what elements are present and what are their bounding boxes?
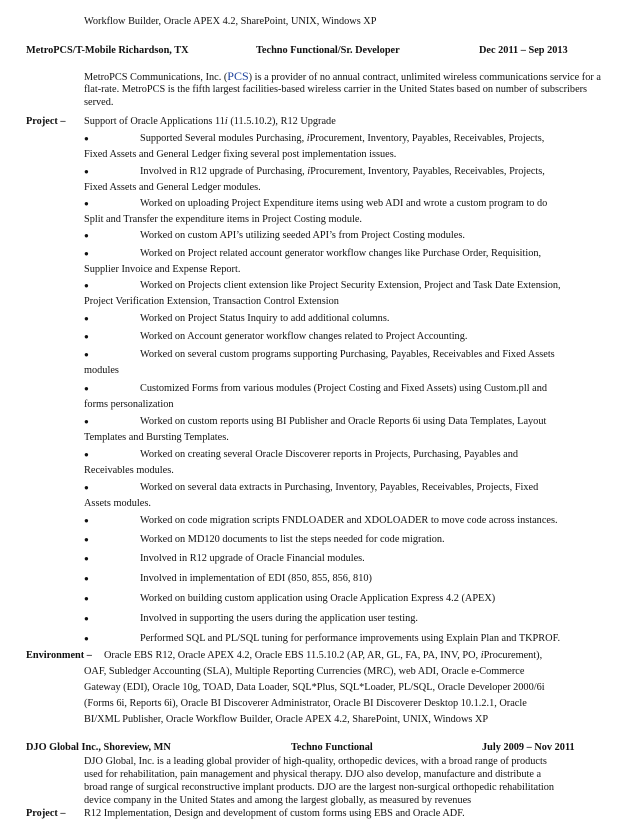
bullet-icon: ● xyxy=(84,134,89,143)
bullet-icon: ● xyxy=(84,516,89,525)
bullet-icon: ● xyxy=(84,594,89,603)
bullet-icon: ● xyxy=(84,554,89,563)
job2-role: Techno Functional xyxy=(291,742,373,753)
environment-line: BI/XML Publisher, Oracle Workflow Builder, Oracle APEX 4.2, SharePoint, UNIX, Windows XP xyxy=(84,714,489,725)
job2-description: DJO Global, Inc. is a leading global provider of high-quality, orthopedic devices, with a broad range of products xyxy=(84,756,547,767)
bullet-icon: ● xyxy=(84,199,89,208)
bullet-text: Involved in R12 upgrade of Oracle Financial modules. xyxy=(140,553,365,564)
bullet-text: Worked on several custom programs supporting Purchasing, Payables, Receivables and Fixed Assets xyxy=(140,349,555,360)
job2-project-title: R12 Implementation, Design and development of custom forms using EBS and Oracle ADF. xyxy=(84,808,465,819)
bullet-icon: ● xyxy=(84,535,89,544)
job2-description: used for rehabilitation, pain management and physical therapy. DJO also develop, manufacture and distribute a xyxy=(84,769,542,780)
job1-project-label: Project – xyxy=(26,116,66,127)
bullet-icon: ● xyxy=(84,281,89,290)
bullet-text: Worked on Projects client extension like Project Security Extension, Project and Task Date Extension, xyxy=(140,280,561,291)
bullet-icon: ● xyxy=(84,231,89,240)
environment-label: Environment – xyxy=(26,650,92,661)
bullet-icon: ● xyxy=(84,384,89,393)
bullet-text: Worked on building custom application using Oracle Application Express 4.2 (APEX) xyxy=(140,593,496,604)
bullet-text: Involved in implementation of EDI (850, 855, 856, 810) xyxy=(140,573,372,584)
bullet-text: Worked on custom API’s utilizing seeded API’s from Project Costing modules. xyxy=(140,230,465,241)
bullet-text: Involved in supporting the users during the application user testing. xyxy=(140,613,418,624)
job1-role: Techno Functional/Sr. Developer xyxy=(256,45,400,56)
job2-description: broad range of surgical reconstructive implant products. DJO are the largest non-surgical orthopedic rehabilitation xyxy=(84,782,555,793)
bullet-text-cont: Templates and Bursting Templates. xyxy=(84,432,229,443)
bullet-icon: ● xyxy=(84,314,89,323)
bullet-text: Worked on creating several Oracle Discoverer reports in Projects, Purchasing, Payables and xyxy=(140,449,519,460)
bullet-icon: ● xyxy=(84,450,89,459)
bullet-text-cont: Fixed Assets and General Ledger modules. xyxy=(84,182,261,193)
bullet-icon: ● xyxy=(84,574,89,583)
environment-line: (Forms 6i, Reports 6i), Oracle BI Discoverer Administrator, Oracle BI Discoverer Desktop 10.1.2.1, Oracle xyxy=(84,698,527,709)
bullet-text: Performed SQL and PL/SQL tuning for performance improvements using Explain Plan and TKPROF. xyxy=(140,633,561,644)
job1-description: MetroPCS Communications, Inc. (PCS) is a provider of no annual contract, unlimited wireless communications service for a flat-rate. MetroPCS is the fifth largest facilities-based wireless carrier in the United States based on number of subscribers served. xyxy=(84,69,601,108)
bullet-icon: ● xyxy=(84,614,89,623)
job1-dates: Dec 2011 – Sep 2013 xyxy=(479,45,568,56)
job2-dates: July 2009 – Nov 2011 xyxy=(482,742,575,753)
bullet-text: Worked on Project related account generator workflow changes like Purchase Order, Requisition, xyxy=(140,248,542,259)
pcs-link[interactable]: PCS xyxy=(227,69,249,83)
job2-project-label: Project – xyxy=(26,808,66,819)
bullet-icon: ● xyxy=(84,483,89,492)
job2-company: DJO Global Inc., Shoreview, MN xyxy=(26,742,171,753)
bullet-text: Worked on uploading Project Expenditure items using web ADI and wrote a custom program to do xyxy=(140,198,548,209)
bullet-icon: ● xyxy=(84,350,89,359)
bullet-icon: ● xyxy=(84,417,89,426)
bullet-text-cont: Split and Transfer the expenditure items in Project Costing module. xyxy=(84,214,362,225)
environment-line: OAF, Subledger Accounting (SLA), Multiple Reporting Currencies (MRC), web ADI, Oracle e-Commerce xyxy=(84,666,525,677)
bullet-text-cont: Assets modules. xyxy=(84,498,151,509)
top-environment-line: Workflow Builder, Oracle APEX 4.2, SharePoint, UNIX, Windows XP xyxy=(84,16,377,27)
environment-line: Gateway (EDI), Oracle 10g, TOAD, Data Loader, SQL*Plus, SQL*Loader, PL/SQL, Oracle Developer 2000/6i xyxy=(84,682,545,693)
job1-company: MetroPCS/T-Mobile Richardson, TX xyxy=(26,45,189,56)
bullet-text-cont: Receivables modules. xyxy=(84,465,174,476)
job1-project-title: Support of Oracle Applications 11i (11.5.10.2), R12 Upgrade xyxy=(84,116,336,127)
bullet-text: Involved in R12 upgrade of Purchasing, iProcurement, Inventory, Payables, Receivables, Projects, xyxy=(140,166,545,177)
bullet-text-cont: Project Verification Extension, Transaction Control Extension xyxy=(84,296,339,307)
bullet-text-cont: forms personalization xyxy=(84,399,174,410)
bullet-text: Worked on code migration scripts FNDLOADER and XDOLOADER to move code across instances. xyxy=(140,515,558,526)
bullet-text: Worked on custom reports using BI Publisher and Oracle Reports 6i using Data Templates, Layout xyxy=(140,416,547,427)
bullet-text: Worked on Project Status Inquiry to add additional columns. xyxy=(140,313,390,324)
job2-description: device company in the United States and among the largest globally, as measured by revenues xyxy=(84,795,472,806)
bullet-text: Worked on Account generator workflow changes related to Project Accounting. xyxy=(140,331,468,342)
bullet-text: Worked on MD120 documents to list the steps needed for code migration. xyxy=(140,534,445,545)
bullet-text-cont: Supplier Invoice and Expense Report. xyxy=(84,264,241,275)
bullet-icon: ● xyxy=(84,332,89,341)
bullet-icon: ● xyxy=(84,634,89,643)
bullet-icon: ● xyxy=(84,167,89,176)
bullet-text-cont: modules xyxy=(84,365,119,376)
bullet-icon: ● xyxy=(84,249,89,258)
bullet-text: Supported Several modules Purchasing, iProcurement, Inventory, Payables, Receivables, Projects, xyxy=(140,133,545,144)
bullet-text: Customized Forms from various modules (Project Costing and Fixed Assets) using Custom.pll and xyxy=(140,383,547,394)
environment-line: Oracle EBS R12, Oracle APEX 4.2, Oracle EBS 11.5.10.2 (AP, AR, GL, FA, PA, INV, PO, iProcurement), xyxy=(104,650,543,661)
bullet-text-cont: Fixed Assets and General Ledger fixing several post implementation issues. xyxy=(84,149,397,160)
bullet-text: Worked on several data extracts in Purchasing, Inventory, Payables, Receivables, Projects, Fixed xyxy=(140,482,539,493)
